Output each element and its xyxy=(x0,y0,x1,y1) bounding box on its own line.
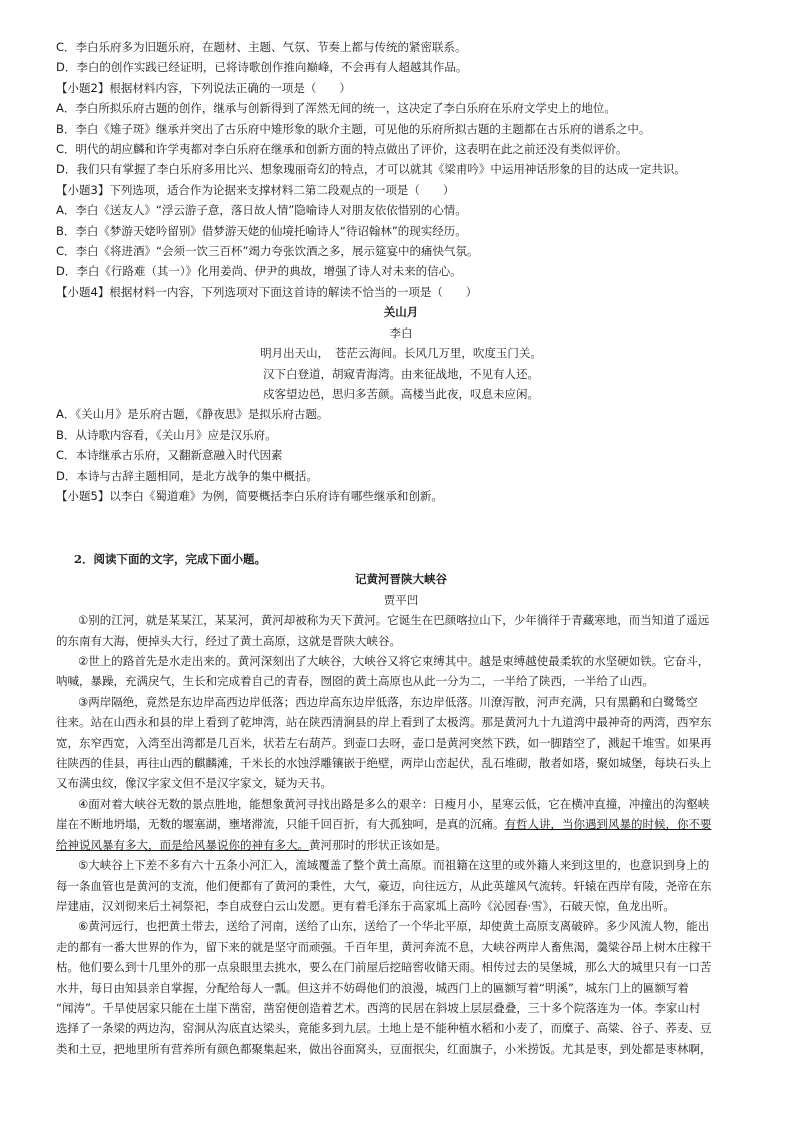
question-stem: 【小题3】下列选项，适合作为论据来支撑材料二第二段观点的一项是（ ） xyxy=(56,182,455,197)
poem-line: 汉下白登道，胡窥青海湾。由来征战地，不见有人还。 xyxy=(263,366,539,381)
paragraph-line: ①别的江河，就是某某江，某某河，黄河却被称为天下黄河。它诞生在巴颜喀拉山下，少年徜徉于青藏寒地，而当知道了遥远 xyxy=(78,613,710,628)
paragraph-line: 岸建庙，汉刘彻来后土祠祭祀，李自成登白云山发愿。更有着毛泽东于高家坬上高吟《沁园春·雪》，石破天惊，鱼龙出听。 xyxy=(56,898,675,913)
article-title: 记黄河晋陕大峡谷 xyxy=(355,572,447,587)
question-section-1 xyxy=(56,37,746,506)
option-line: A．《关山月》是乐府古题，《静夜思》是拟乐府古题。 xyxy=(56,407,329,422)
paragraph-line: “闻涛”。千旱使居家只能在土崖下凿窑，凿窑便创造着艺术。西湾的民居在斜坡上层层叠叠，三十多个院落连为一体。李家山村 xyxy=(56,1000,701,1015)
paragraph-line: 往陕西的佳县，再往山西的麒麟滩，千米长的水蚀浮雕镶嵌于绝壁，两岸山峦起伏，乱石堆砌，散者如塔，聚如城堡，每块石头上 xyxy=(56,756,712,771)
underlined-quote: 给神说风暴有多大，而是给风暴说你的神有多大。 xyxy=(56,837,309,852)
article-author: 贾平凹 xyxy=(383,592,419,607)
option-line: C．本诗继承古乐府，又翻新意融入时代因素 xyxy=(56,448,283,463)
paragraph-line: 走的都有一番大世界的作为，留下来的就是坚守而顽强。千百年里，黄河奔流不息，大峡谷两岸人畜焦渴，羹粱谷昂上树木庄稼干 xyxy=(56,939,712,954)
paragraph-line: 每一条血管也是黄河的支流，他们便都有了黄河的秉性，大气，豪迈，向往远方，从此英雄风气流转。轩辕在西岸有陵，尧帝在东 xyxy=(56,878,712,893)
paragraph-text: 黄河那时的形状正该如是。 xyxy=(309,837,447,852)
paragraph-line: ③两岸隔绝，竟然是东边岸高西边岸低落；西边岸高东边岸低落，东边岸低落。川潦泻散，河声充满，只有黑鹳和白鹭鸶空 xyxy=(78,694,698,709)
option-line: D．本诗与古辞主题相同，是北方战争的集中概括。 xyxy=(56,468,318,483)
poem-title: 关山月 xyxy=(383,305,419,320)
paragraph-line: ②世上的路首先是水走出来的。黄河深刻出了大峡谷，大峡谷又将它束缚其中。越是束缚越使最柔软的水坚硬如铁。它奋斗， xyxy=(78,654,710,669)
paragraph-line: 类和土豆，把地里所有营养所有颜色都聚集起来，做出谷面窝头，豆面抿尖，红面旗子，小米捞饭。尤其是枣，到处都是枣林啊， xyxy=(56,1041,712,1056)
underlined-quote: 有哲人讲，当你遇到风暴的时候，你不要 xyxy=(504,817,712,832)
paragraph-line: 水井，每日由知县亲自掌握，分配给每人一瓢。但这并不妨碍他们的浪漫，城西门上的匾额写着“明溪”，城东门上的匾额写着 xyxy=(56,980,689,995)
paragraph-line: ⑥黄河远行，也把黄土带去，送给了河南，送给了山东，送给了一个华北平原，却使黄土高原支离破碎。多少风流人物，能出 xyxy=(78,919,710,934)
text-line: C．李白乐府多为旧题乐府，在题材、主题、气氛、节奏上都与传统的紧密联系。 xyxy=(56,40,467,54)
paragraph-line: 又布满虫纹，像汉字家文但不是汉字家文，疑为天书。 xyxy=(56,776,332,791)
option-line: C．明代的胡应麟和许学夷都对李白乐府在继承和创新方面的特点做出了评价，这表明在此之前还没有类似评价。 xyxy=(56,142,628,157)
paragraph-line xyxy=(56,835,746,855)
poem-line: 戍客望边邑，思归多苦颜。高楼当此夜，叹息未应闲。 xyxy=(263,386,539,401)
option-line: C．李白《将进酒》“会须一饮三百杯”竭力夸张饮酒之多，展示筵宴中的痛快气氛。 xyxy=(56,244,479,259)
option-line: B．从诗歌内容看，《关山月》应是汉乐府。 xyxy=(56,427,277,442)
option-line: D．我们只有掌握了李白乐府多用比兴、想象瑰丽奇幻的特点，才可以就其《梁甫吟》中运用神话形象的目的达成一定共识。 xyxy=(56,162,686,177)
paragraph-line: 往来。站在山西永和县的岸上看到了乾坤湾，站在陕西清涧县的岸上看到了太极湾。那是黄河九十九道湾中最神奇的两湾，西窄东 xyxy=(56,715,712,730)
text-line: D．李白的创作实践已经证明，已将诗歌创作推向巅峰，不会再有人超越其作品。 xyxy=(56,60,468,75)
paragraph-line: 宽，东窄西宽，入湾至出湾都是几百米，状若左右葫芦。到壶口去呀，壶口是黄河突然下跌，如一脚踏空了，溅起千堆雪。如果再 xyxy=(56,735,712,750)
question-stem: 【小题4】根据材料一内容，下列选项对下面这首诗的解读不恰当的一项是（ ） xyxy=(56,284,478,299)
question-stem: 【小题2】根据材料内容，下列说法正确的一项是（ ） xyxy=(56,80,351,95)
option-line: D．李白《行路难（其一）》化用姜尚、伊尹的典故，增强了诗人对未来的信心。 xyxy=(56,264,462,279)
option-line: B．李白《雉子斑》继承并突出了古乐府中雉形象的耿介主题，可见他的乐府所拟古题的主题都在古乐府的谱系之中。 xyxy=(56,121,651,136)
option-line: A．李白《送友人》“浮云游子意，落日故人情”隐喻诗人对朋友依依惜别的心情。 xyxy=(56,203,467,218)
paragraph-text: 崖在不断地坍塌，无数的堰塞湖，壅堵滞流，只能千回百折，有大孤独呵，是真的沉痛。 xyxy=(56,817,505,832)
question-stem: 【小题5】以李白《蜀道难》为例，简要概括李白乐府诗有哪些继承和创新。 xyxy=(56,488,443,503)
paragraph-line: ④面对着大峡谷无数的景点胜地，能想象黄河寻找出路是多么的艰辛：日瘦月小，星寒云低，它在横冲直撞，冲撞出的沟壑峡 xyxy=(78,796,710,811)
poem-line: 明月出天山， 苍茫云海间。长风几万里，吹度玉门关。 xyxy=(260,346,542,361)
option-line: A．李白所拟乐府古题的创作，继承与创新得到了浑然无间的统一，这决定了李白乐府在乐府文学史上的地位。 xyxy=(56,101,616,116)
option-line: B．李白《梦游天姥吟留别》借梦游天姥的仙境托喻诗人“待诏翰林”的现实经历。 xyxy=(56,223,467,238)
question-section-2 xyxy=(56,549,746,1059)
section-heading: 2．阅读下面的文字，完成下面小题。 xyxy=(74,552,266,566)
paragraph-line: 枯。他们要么到十几里外的那一点泉眼里去挑水，要么在门前屋后挖暗窖收储天雨。相传过去的吴堡城，那么大的城里只有一口苦 xyxy=(56,960,712,975)
poem-author: 李白 xyxy=(389,325,413,340)
paragraph-line: 选择了一条梁的两边沟，窑洞从沟底直达梁头，竟能多到九层。土地上是不能种植水稻和小麦了，而糜子、高粱、谷子、荞麦、豆 xyxy=(56,1021,712,1036)
paragraph-line: 呐喊，暴躁，充满戾气，生长和完成着自己的青春，囫囵的黄土高原也从此一分为二，一半给了陕西，一半给了山西。 xyxy=(56,674,654,689)
paragraph-line xyxy=(56,814,746,834)
paragraph-line: ⑤大峡谷上下差不多有六十五条小河汇入，流域覆盖了整个黄土高原。而祖籍在这里的或外籍人来到这里的，也意识到身上的 xyxy=(78,858,710,873)
paragraph-line: 的东南有大海，便掉头大行，经过了黄土高原，这就是晋陕大峡谷。 xyxy=(56,633,401,648)
